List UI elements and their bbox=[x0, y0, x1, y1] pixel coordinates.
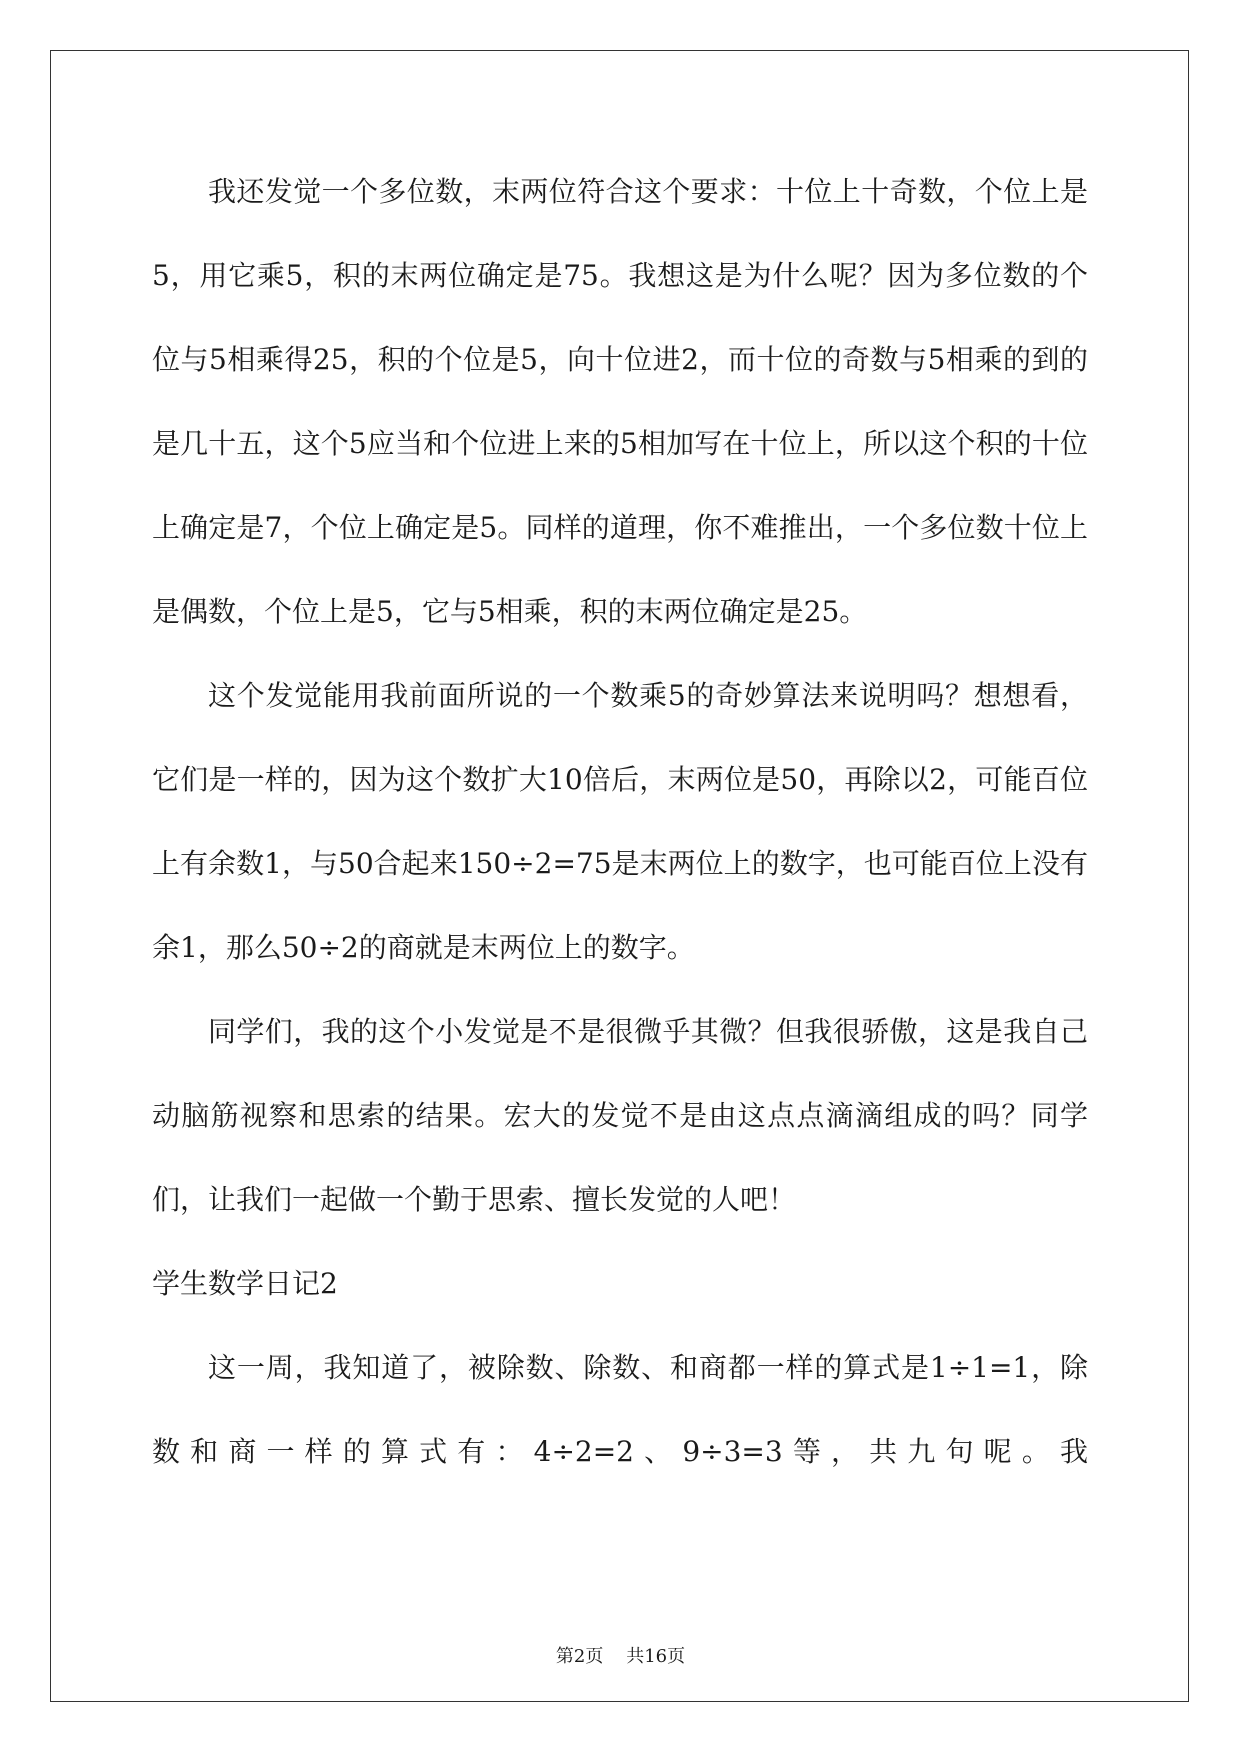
document-body bbox=[152, 150, 1088, 1494]
paragraph-4: 这一周，我知道了，被除数、除数、和商都一样的算式是1÷1=1，除数和商一样的算式有：4÷2=2、9÷3=3等，共九句呢。我 bbox=[152, 1351, 1088, 1468]
page-footer bbox=[0, 1642, 1241, 1668]
section-heading: 学生数学日记2 bbox=[152, 1267, 338, 1300]
paragraph-3: 同学们，我的这个小发觉是不是很微乎其微？但我很骄傲，这是我自己动脑筋视察和思索的结果。宏大的发觉不是由这点点滴滴组成的吗？同学们，让我们一起做一个勤于思索、擅长发觉的人吧！ bbox=[152, 1015, 1088, 1216]
page-total: 共16页 bbox=[626, 1646, 686, 1667]
page-number: 第2页 bbox=[555, 1646, 604, 1667]
paragraph-2: 这个发觉能用我前面所说的一个数乘5的奇妙算法来说明吗？想想看，它们是一样的，因为这个数扩大10倍后，末两位是50，再除以2，可能百位上有余数1，与50合起来150÷2=75是末两位上的数字，也可能百位上没有余1，那么50÷2的商就是末两位上的数字。 bbox=[152, 679, 1088, 964]
paragraph-1: 我还发觉一个多位数，末两位符合这个要求：十位上十奇数，个位上是5，用它乘5，积的末两位确定是75。我想这是为什么呢？因为多位数的个位与5相乘得25，积的个位是5，向十位进2，而十位的奇数与5相乘的到的是几十五，这个5应当和个位进上来的5相加写在十位上，所以这个积的十位上确定是7，个位上确定是5。同样的道理，你不难推出，一个多位数十位上是偶数，个位上是5，它与5相乘，积的末两位确定是25。 bbox=[152, 175, 1088, 628]
